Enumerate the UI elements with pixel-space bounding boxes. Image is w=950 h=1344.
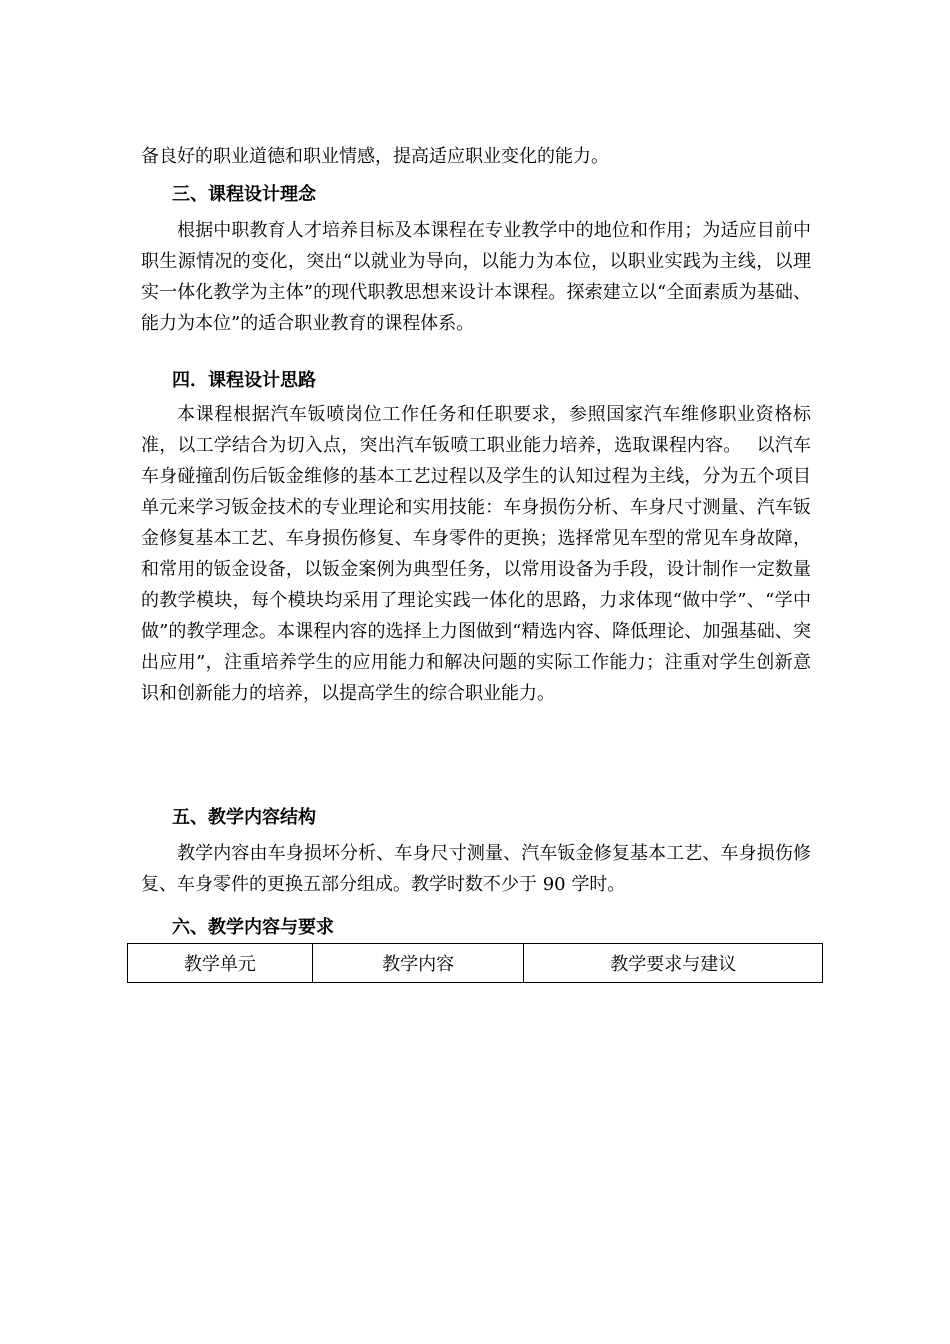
paragraph-course-design-approach: 本课程根据汽车钣喷岗位工作任务和任职要求，参照国家汽车维修职业资格标准，以工学结合为切入点，突出汽车钣喷工职业能力培养，选取课程内容。 以汽车车身碰撞刮伤后钣金维修的基本工艺过程以及学生的认知过程为主线，分为五个项目单元来学习钣金技术的专业理论和实用技能：车身损伤分析、车身尺寸测量、汽车钣金修复基本工艺、车身损伤修复、车身零件的更换；选择常见车型的常见车身故障，和常用的钣金设备，以钣金案例为典型任务，以常用设备为手段，设计制作一定数量的教学模块，每个模块均采用了理论实践一体化的思路，力求体现“做中学”、“学中做”的教学理念。本课程内容的选择上力图做到“精选内容、降低理论、加强基础、突出应用”，注重培养学生的应用能力和解决问题的实际工作能力；注重对学生创新意识和创新能力的培养，以提高学生的综合职业能力。 <box>141 404 811 704</box>
table-header-content: 教学内容 <box>312 944 524 983</box>
table-header-row <box>128 944 823 983</box>
teaching-content-table <box>127 943 823 983</box>
heading-course-design-concept: 三、课程设计理念 <box>172 184 316 205</box>
paragraph-course-design-concept: 根据中职教育人才培养目标及本课程在专业教学中的地位和作用；为适应目前中职生源情况的变化，突出“以就业为导向，以能力为本位，以职业实践为主线，以理实一体化教学为主体”的现代职教思想来设计本课程。探索建立以“全面素质为基础、能力为本位”的适合职业教育的课程体系。 <box>141 220 811 334</box>
heading-course-design-approach: 四．课程设计思路 <box>172 370 316 391</box>
paragraph-teaching-content-structure: 教学内容由车身损坏分析、车身尺寸测量、汽车钣金修复基本工艺、车身损伤修复、车身零件的更换五部分组成。教学时数不少于 90 学时。 <box>141 843 811 895</box>
table-header-requirements: 教学要求与建议 <box>524 944 823 983</box>
heading-teaching-content-requirements: 六、教学内容与要求 <box>172 917 334 938</box>
paragraph-career-ethics: 备良好的职业道德和职业情感，提高适应职业变化的能力。 <box>141 146 609 167</box>
heading-teaching-content-structure: 五、教学内容结构 <box>172 807 316 828</box>
table-header-unit: 教学单元 <box>128 944 313 983</box>
